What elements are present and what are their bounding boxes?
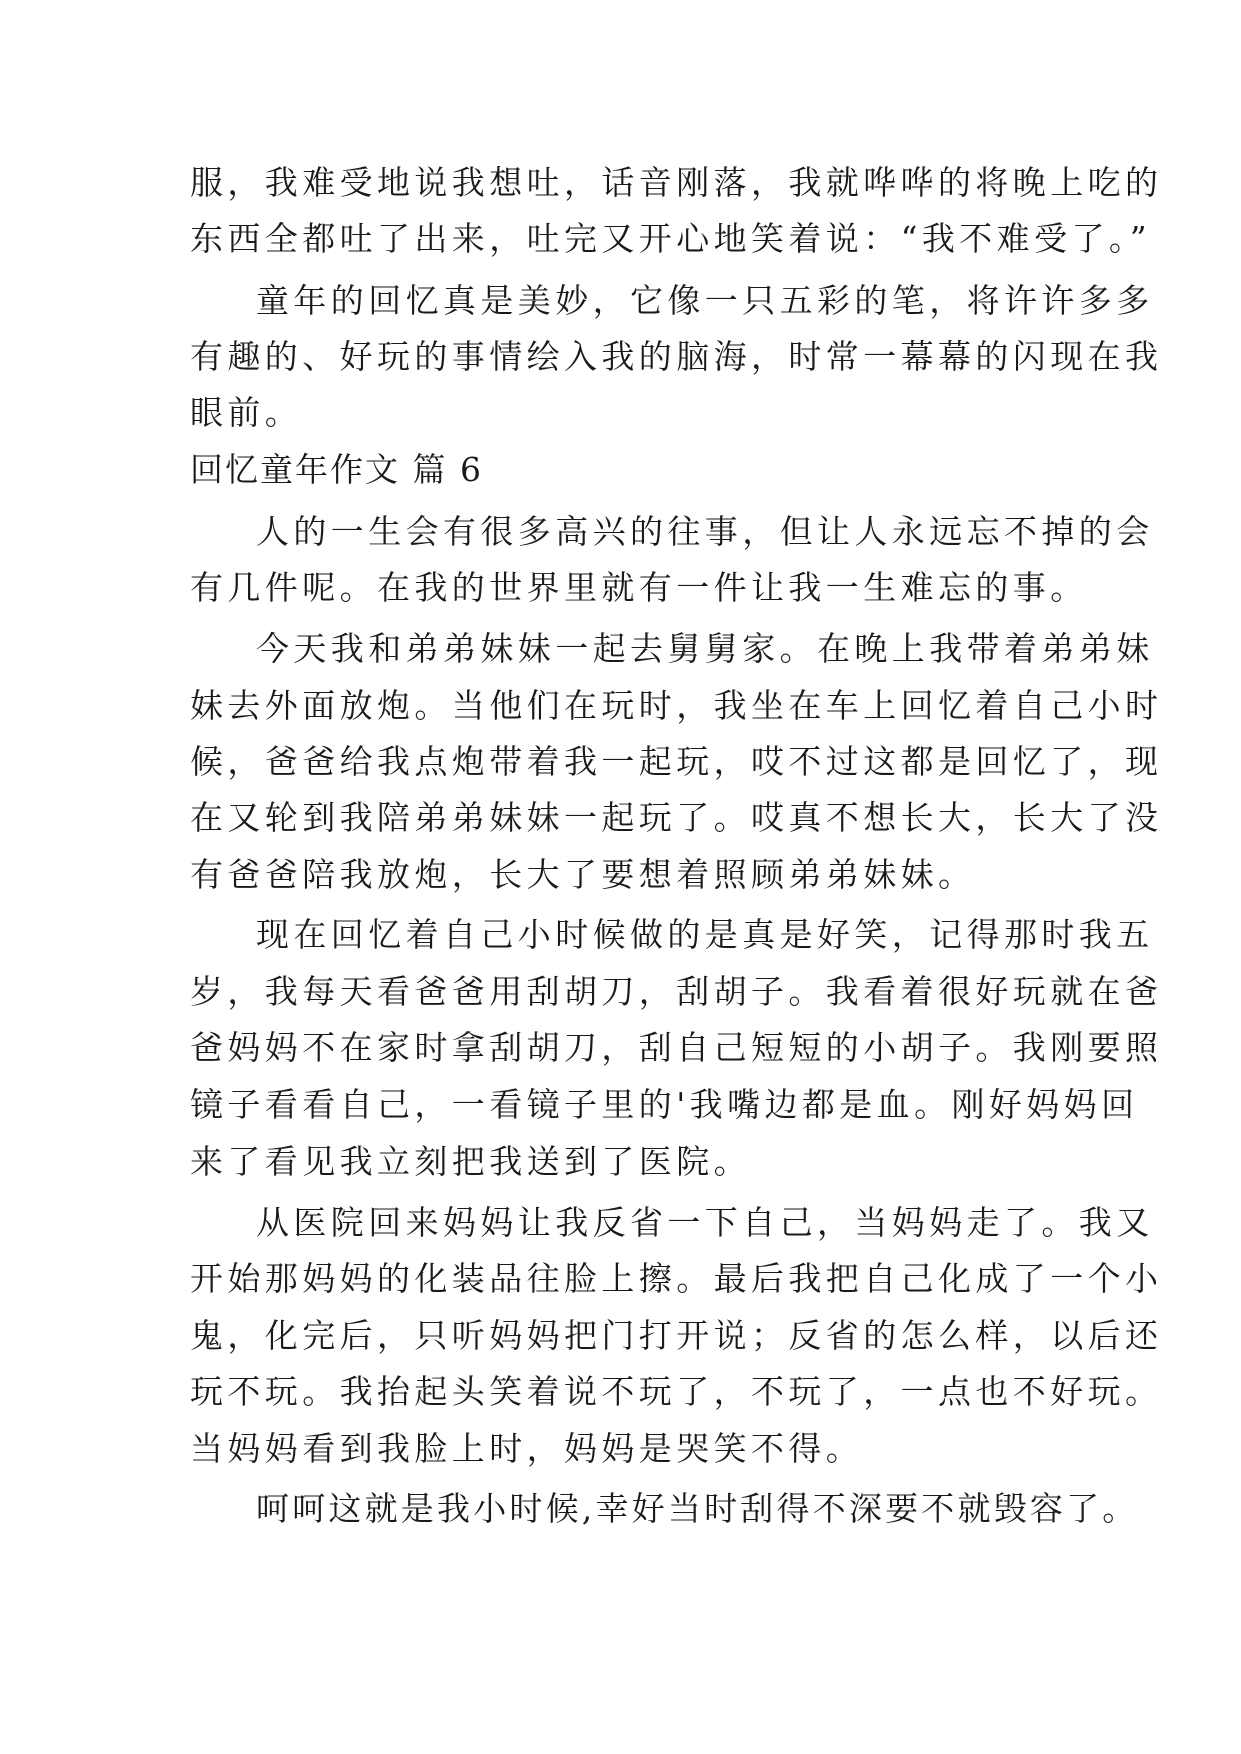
- paragraph-first-line: 呵呵这就是我小时候,幸好当时刮得不深要不就毁容了。: [256, 1489, 1139, 1528]
- text-line: 岁，我每天看爸爸用刮胡刀，刮胡子。我看着很好玩就在爸: [190, 972, 1163, 1011]
- text-line: 有趣的、好玩的事情绘入我的脑海，时常一幕幕的闪现在我: [190, 337, 1163, 376]
- paragraph-first-line: 从医院回来妈妈让我反省一下自己，当妈妈走了。我又: [256, 1203, 1154, 1242]
- text-line: 鬼，化完后，只听妈妈把门打开说；反省的怎么样，以后还: [190, 1316, 1163, 1355]
- text-line: 玩不玩。我抬起头笑着说不玩了，不玩了，一点也不好玩。: [190, 1372, 1163, 1411]
- paragraph-first-line: 童年的回忆真是美妙，它像一只五彩的笔，将许许多多: [256, 281, 1154, 320]
- text-line: 妹去外面放炮。当他们在玩时，我坐在车上回忆着自己小时: [190, 686, 1163, 725]
- text-line: 有几件呢。在我的世界里就有一件让我一生难忘的事。: [190, 568, 1088, 607]
- text-line: 东西全都吐了出来，吐完又开心地笑着说：“我不难受了。”: [190, 219, 1152, 258]
- text-line: 有爸爸陪我放炮，长大了要想着照顾弟弟妹妹。: [190, 855, 976, 894]
- paragraph-first-line: 现在回忆着自己小时候做的是真是好笑，记得那时我五: [256, 915, 1154, 954]
- text-line: 眼前。: [190, 393, 303, 432]
- text-line: 镜子看看自己，一看镜子里的'我嘴边都是血。刚好妈妈回: [190, 1085, 1139, 1124]
- section-heading: 回忆童年作文 篇 6: [190, 450, 483, 489]
- paragraph-first-line: 今天我和弟弟妹妹一起去舅舅家。在晚上我带着弟弟妹: [256, 629, 1154, 668]
- text-line: 服，我难受地说我想吐，话音刚落，我就哗哗的将晚上吃的: [190, 163, 1163, 202]
- text-line: 在又轮到我陪弟弟妹妹一起玩了。哎真不想长大，长大了没: [190, 798, 1163, 837]
- text-line: 爸妈妈不在家时拿刮胡刀，刮自己短短的小胡子。我刚要照: [190, 1028, 1163, 1067]
- text-line: 当妈妈看到我脸上时，妈妈是哭笑不得。: [190, 1429, 864, 1468]
- text-line: 候，爸爸给我点炮带着我一起玩，哎不过这都是回忆了，现: [190, 742, 1163, 781]
- text-line: 开始那妈妈的化装品往脸上擦。最后我把自己化成了一个小: [190, 1259, 1163, 1298]
- text-line: 来了看见我立刻把我送到了医院。: [190, 1142, 751, 1181]
- paragraph-first-line: 人的一生会有很多高兴的往事，但让人永远忘不掉的会: [256, 512, 1154, 551]
